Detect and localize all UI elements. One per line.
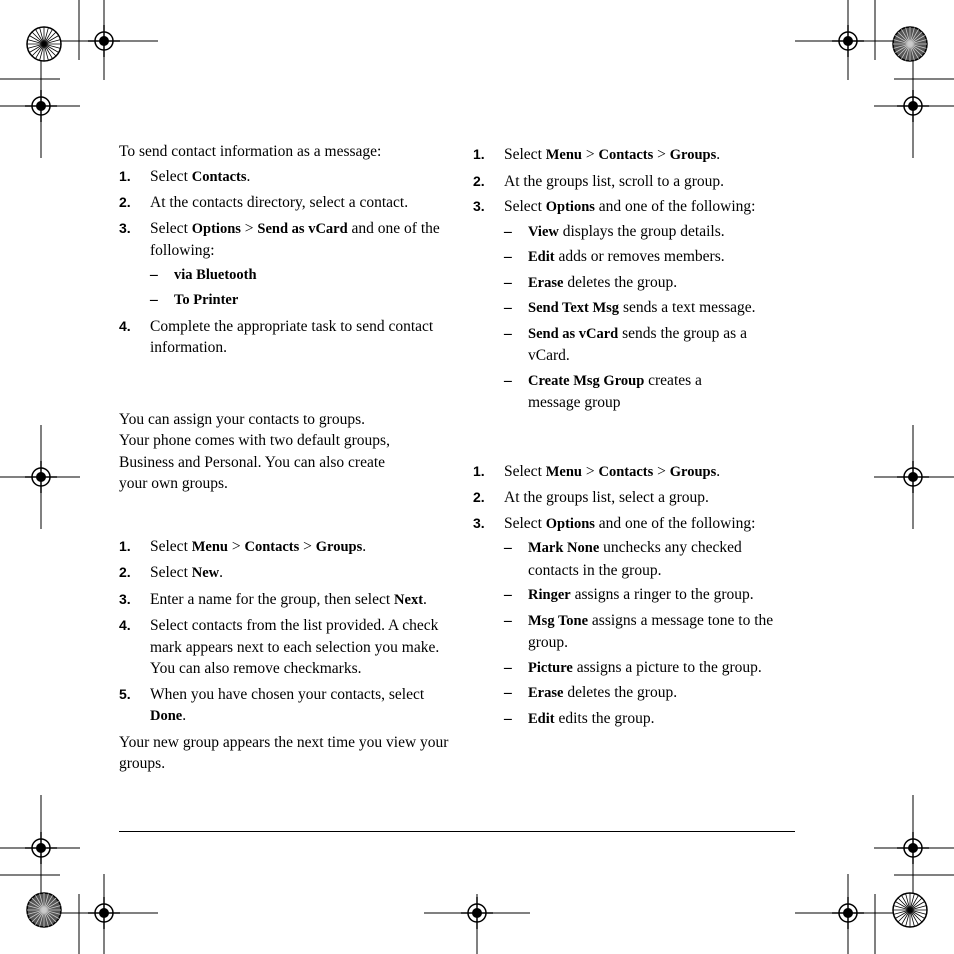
color-registration-icon [893,893,927,927]
list-item: 2. Select New. [119,564,224,581]
list-item: 5. When you have chosen your contacts, select Done. [119,685,425,724]
list-item: 3. Select Options and one of the following: – Mark None unchecks any checked contacts in the group. – Ringer assigns a ringer to the group. – Msg Tone assigns a message tone to the group. – Picture assigns a picture to the group. – Erase deletes the group. – Edit edits the group. [473,513,803,731]
list-item: 4. Select contacts from the list provided. A check mark appears next to each selection you make. You can also remove checkmarks. [119,617,440,677]
list-item: 1. Select Contacts. [119,167,251,185]
color-registration-icon [893,27,927,61]
list-item: – Erase deletes the group. [504,684,678,701]
list-item: 4. Complete the appropriate task to send contact information. [119,317,434,356]
list-item: 1. Select Menu > Contacts > Groups. [473,462,721,480]
list-item: – Edit adds or removes members. [504,248,725,265]
list-item: – Msg Tone assigns a message tone to the group. [504,611,774,651]
list-item: – Erase deletes the group. [504,273,678,291]
list-item: 2. At the contacts directory, select a contact. [119,194,409,211]
create-group-outro: Your new group appears the next time you view your groups. [119,733,449,772]
list-item: – To Printer [150,291,239,308]
list-item: – Picture assigns a picture to the group. [504,658,762,676]
color-registration-icon [27,27,61,61]
list-item: – Create Msg Group creates a message group [504,371,702,411]
list-item: 3. Enter a name for the group, then select Next. [119,590,427,608]
list-item: – Ringer assigns a ringer to the group. [504,586,754,603]
groups-intro: You can assign your contacts to groups. Your phone comes with two default groups, Business and Personal. You can also create your own groups. [119,410,390,492]
list-item: 2. At the groups list, scroll to a group. [473,172,724,190]
list-item: 3. Select Options > Send as vCard and one of the following: – via Bluetooth – To Printer [119,218,449,312]
list-item: 2. At the groups list, select a group. [473,489,709,506]
list-item: – via Bluetooth [150,265,257,283]
send-contact-intro: To send contact information as a message: [119,143,382,160]
list-item: – Edit edits the group. [504,709,655,727]
list-item: – Send as vCard sends the group as a vCard. [504,324,747,364]
list-item: 1. Select Menu > Contacts > Groups. [119,537,367,555]
list-item: – Send Text Msg sends a text message. [504,299,756,316]
list-item: – View displays the group details. [504,222,725,240]
list-item: – Mark None unchecks any checked contacts in the group. [504,539,742,579]
list-item: 3. Select Options and one of the following: – View displays the group details. – Edit adds or removes members. – Erase deletes the group. – Send Text Msg sends a text message. – Send as vCard sends the group as a vCard. – Create Msg Group creates a message group [473,196,803,414]
list-item: 1. Select Menu > Contacts > Groups. [473,146,721,163]
color-registration-icon [27,893,61,927]
